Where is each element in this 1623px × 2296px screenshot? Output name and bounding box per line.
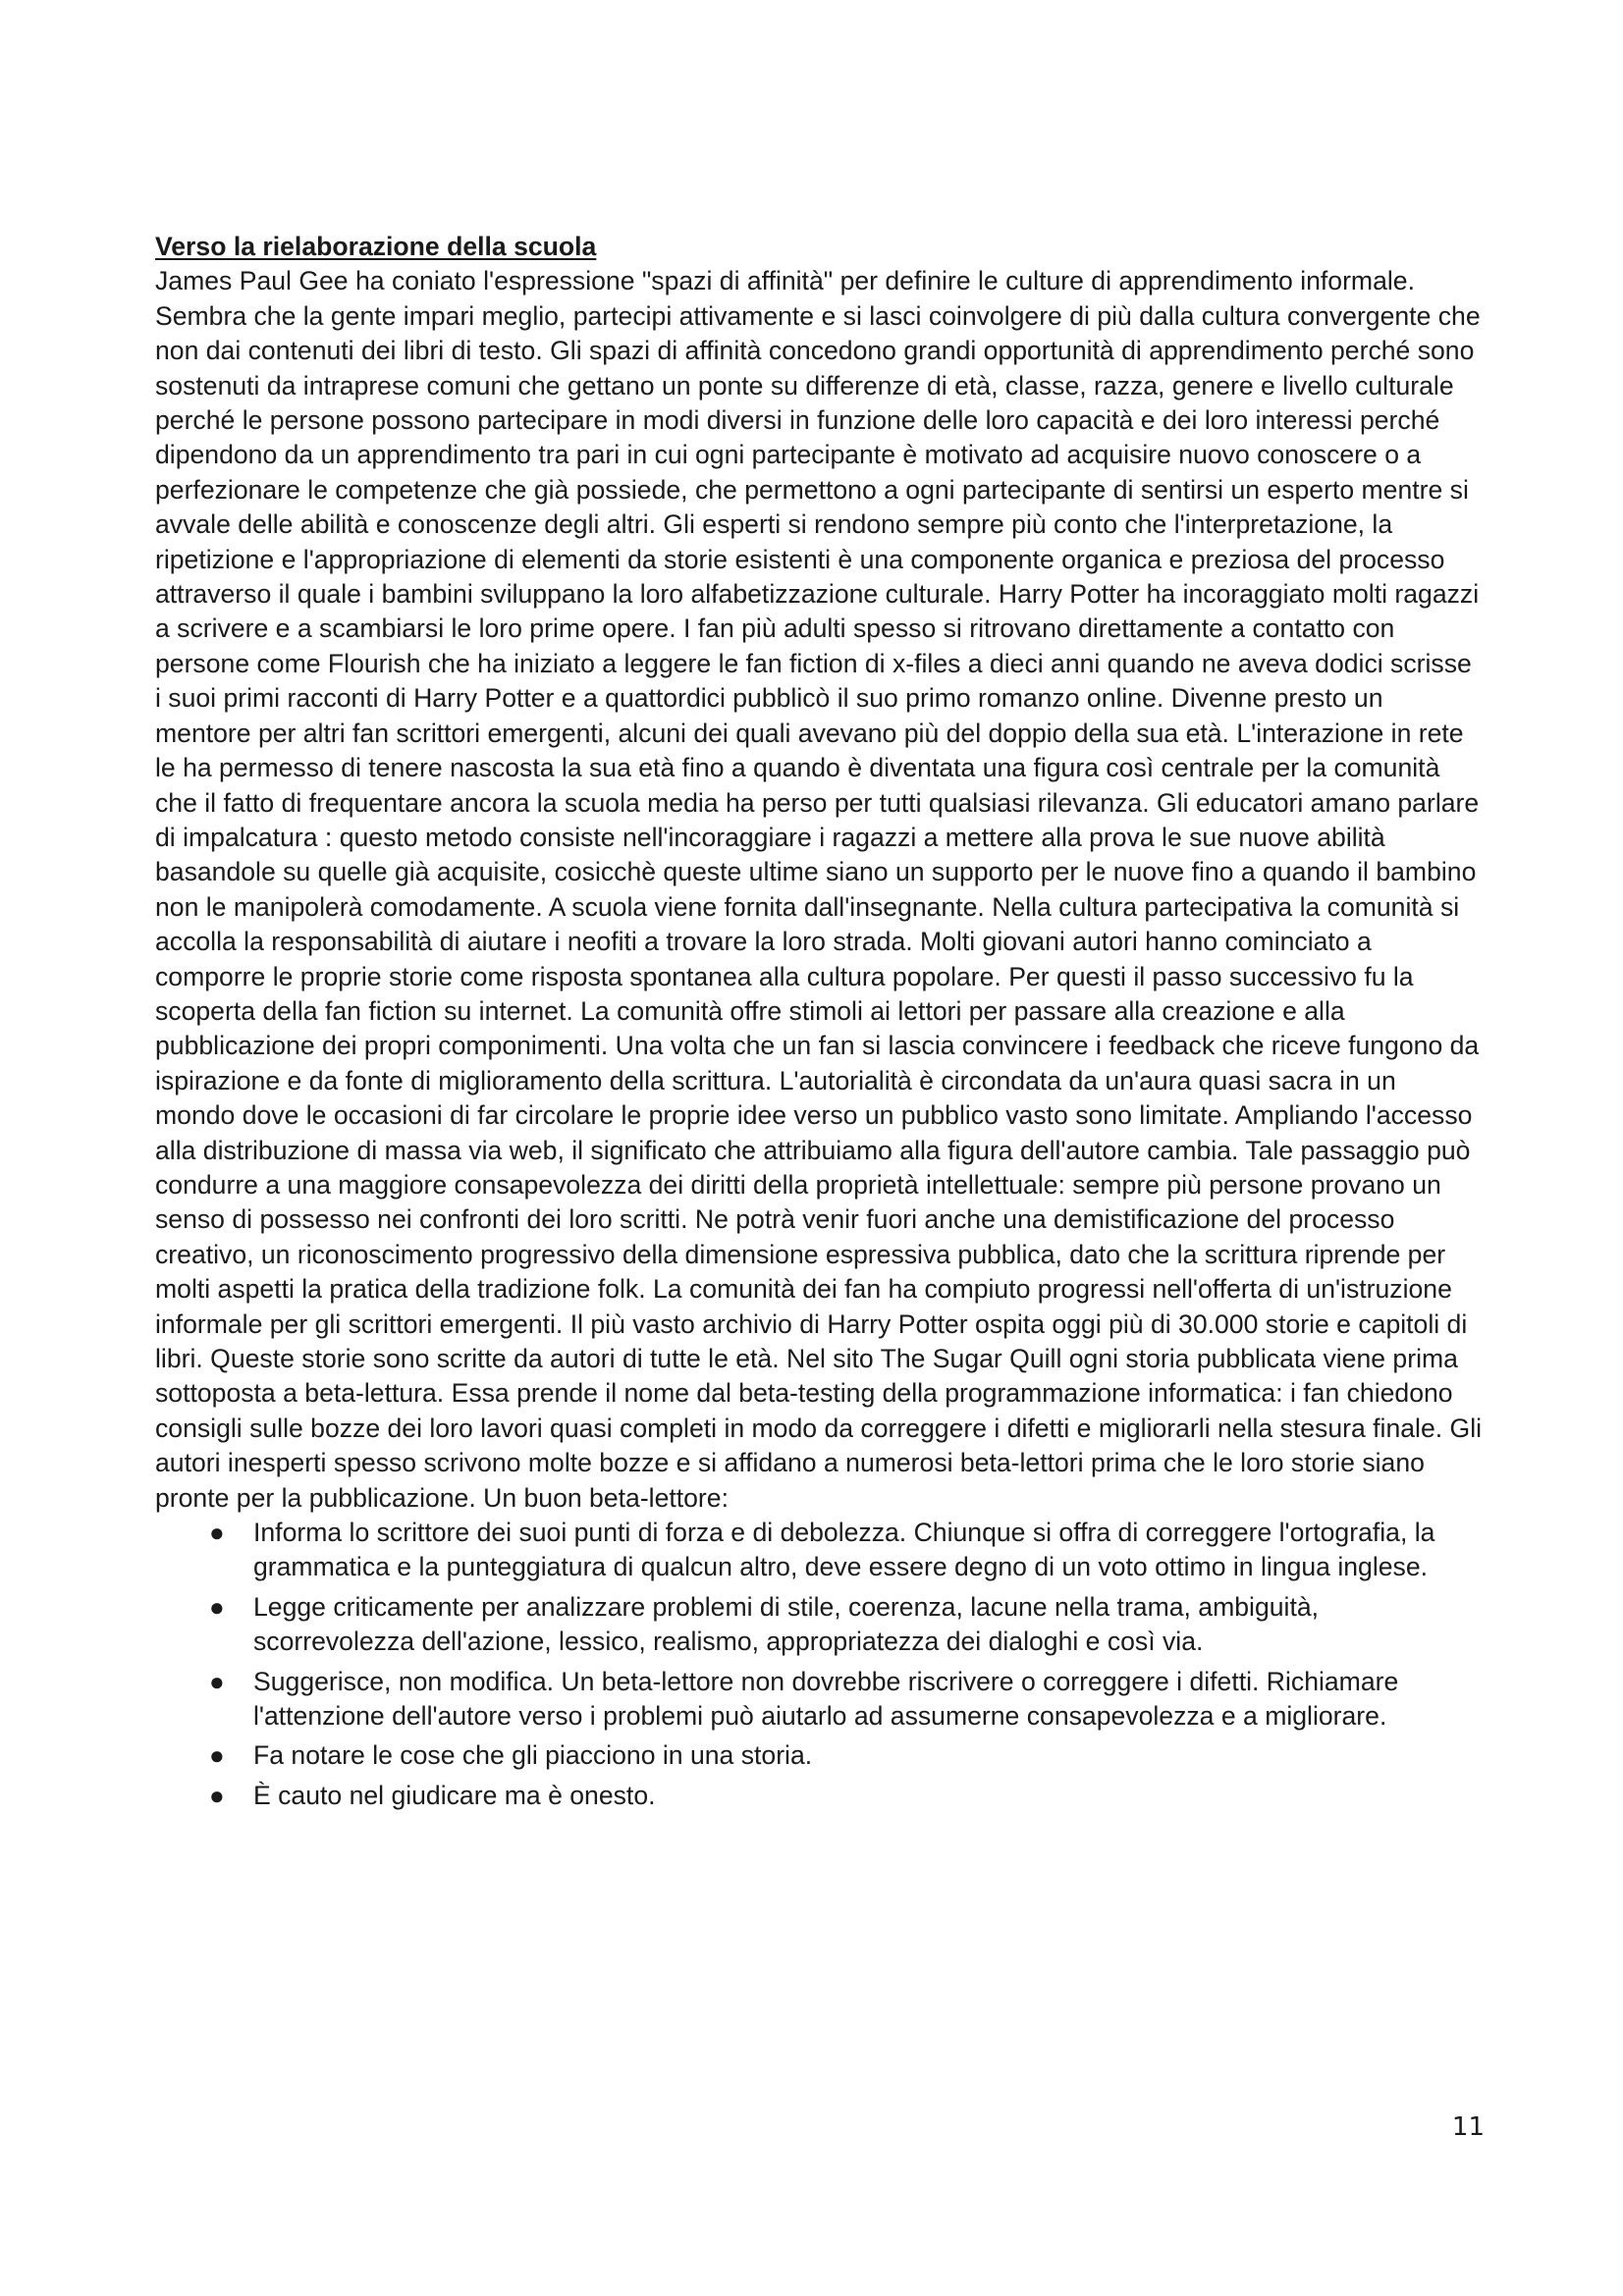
list-item-text: Suggerisce, non modifica. Un beta-lettore non dovrebbe riscrivere o correggere i difetti. Richiamare l'attenzione dell'autore verso i problemi può aiutarlo ad assumerne consapevolezza e a migliorare. (253, 1666, 1399, 1732)
list-item-text: Fa notare le cose che gli piacciono in una storia. (253, 1740, 813, 1771)
bullet-list (155, 1516, 1483, 1813)
list-item-text: È cauto nel giudicare ma è onesto. (253, 1780, 656, 1810)
bullet-icon: ● (209, 1740, 225, 1771)
list-item (155, 1779, 1483, 1813)
section-heading: Verso la rielaborazione della scuola (155, 232, 597, 261)
bullet-icon: ● (209, 1518, 225, 1548)
bullet-icon: ● (209, 1591, 225, 1622)
bullet-icon: ● (209, 1780, 225, 1810)
list-item (155, 1590, 1483, 1660)
list-item-text: Legge criticamente per analizzare problemi di stile, coerenza, lacune nella trama, ambiguità, scorrevolezza dell'azione, lessico, realismo, appropriatezza dei dialoghi e così via. (253, 1591, 1320, 1657)
list-item (155, 1665, 1483, 1735)
list-item-text: Informa lo scrittore dei suoi punti di forza e di debolezza. Chiunque si offra di correggere l'ortografia, la grammatica e la punteggiatura di qualcun altro, deve essere degno di un voto ottimo in lingua inglese. (253, 1518, 1435, 1582)
page-number: 11 (1451, 2112, 1485, 2142)
bullet-icon: ● (209, 1666, 225, 1696)
page-content (155, 230, 1483, 1818)
list-item (155, 1738, 1483, 1773)
list-item (155, 1516, 1483, 1585)
body-paragraph: James Paul Gee ha coniato l'espressione "spazi di affinità" per definire le culture di apprendimento informale. Sembra che la gente impari meglio, partecipi attivamente e si lasci coinvolgere di più dalla cultura convergente che non dai contenuti dei libri di testo. Gli spazi di affinità concedono grandi opportunità di apprendimento perché sono sostenuti da intraprese comuni che gettano un ponte su differenze di età, classe, razza, genere e livello culturale perché le persone possono partecipare in modi diversi in funzione delle loro capacità e dei loro interessi perché dipendono da un apprendimento tra pari in cui ogni partecipante è motivato ad acquisire nuovo conoscere o a perfezionare le competenze che già possiede, che permettono a ogni partecipante di sentirsi un esperto mentre si avvale delle abilità e conoscenze degli altri. Gli esperti si rendono sempre più conto che l'interpretazione, la ripetizione e l'appropriazione di elementi da storie esistenti è una componente organica e preziosa del processo attraverso il quale i bambini sviluppano la loro alfabetizzazione culturale. Harry Potter ha incoraggiato molti ragazzi a scrivere e a scambiarsi le loro prime opere. I fan più adulti spesso si ritrovano direttamente a contatto con persone come Flourish che ha iniziato a leggere le fan fiction di x-files a dieci anni quando ne aveva dodici scrisse i suoi primi racconti di Harry Potter e a quattordici pubblicò il suo primo romanzo online. Divenne presto un mentore per altri fan scrittori emergenti, alcuni dei quali avevano più del doppio della sua età. L'interazione in rete le ha permesso di tenere nascosta la sua età fino a quando è diventata una figura così centrale per la comunità che il fatto di frequentare ancora la scuola media ha perso per tutti qualsiasi rilevanza. Gli educatori amano parlare di impalcatura : questo metodo consiste nell'incoraggiare i ragazzi a mettere alla prova le sue nuove abilità basandole su quelle già acquisite, cosicchè queste ultime siano un supporto per le nuove fino a quando il bambino non le manipolerà comodamente. A scuola viene fornita dall'insegnante. Nella cultura partecipativa la comunità si accolla la responsabilità di aiutare i neofiti a trovare la loro strada. Molti giovani autori hanno cominciato a comporre le proprie storie come risposta spontanea alla cultura popolare. Per questi il passo successivo fu la scoperta della fan fiction su internet. La comunità offre stimoli ai lettori per passare alla creazione e alla pubblicazione dei propri componimenti. Una volta che un fan si lascia convincere i feedback che riceve fungono da ispirazione e da fonte di miglioramento della scrittura. L'autorialità è circondata da un'aura quasi sacra in un mondo dove le occasioni di far circolare le proprie idee verso un pubblico vasto sono limitate. Ampliando l'accesso alla distribuzione di massa via web, il significato che attribuiamo alla figura dell'autore cambia. Tale passaggio può condurre a una maggiore consapevolezza dei diritti della proprietà intellettuale: sempre più persone provano un senso di possesso nei confronti dei loro scritti. Ne potrà venir fuori anche una demistificazione del processo creativo, un riconoscimento progressivo della dimensione espressiva pubblica, dato che la scrittura riprende per molti aspetti la pratica della tradizione folk. La comunità dei fan ha compiuto progressi nell'offerta di un'istruzione informale per gli scrittori emergenti. Il più vasto archivio di Harry Potter ospita oggi più di 30.000 storie e capitoli di libri. Queste storie sono scritte da autori di tutte le età. Nel sito The Sugar Quill ogni storia pubblicata viene prima sottoposta a beta-lettura. Essa prende il nome dal beta-testing della programmazione informatica: i fan chiedono consigli sulle bozze dei loro lavori quasi completi in modo da correggere i difetti e migliorarli nella stesura finale. Gli autori inesperti spesso scrivono molte bozze e si affidano a numerosi beta-lettori prima che le loro storie siano pronte per la pubblicazione. Un buon beta-lettore: (155, 266, 1483, 1513)
